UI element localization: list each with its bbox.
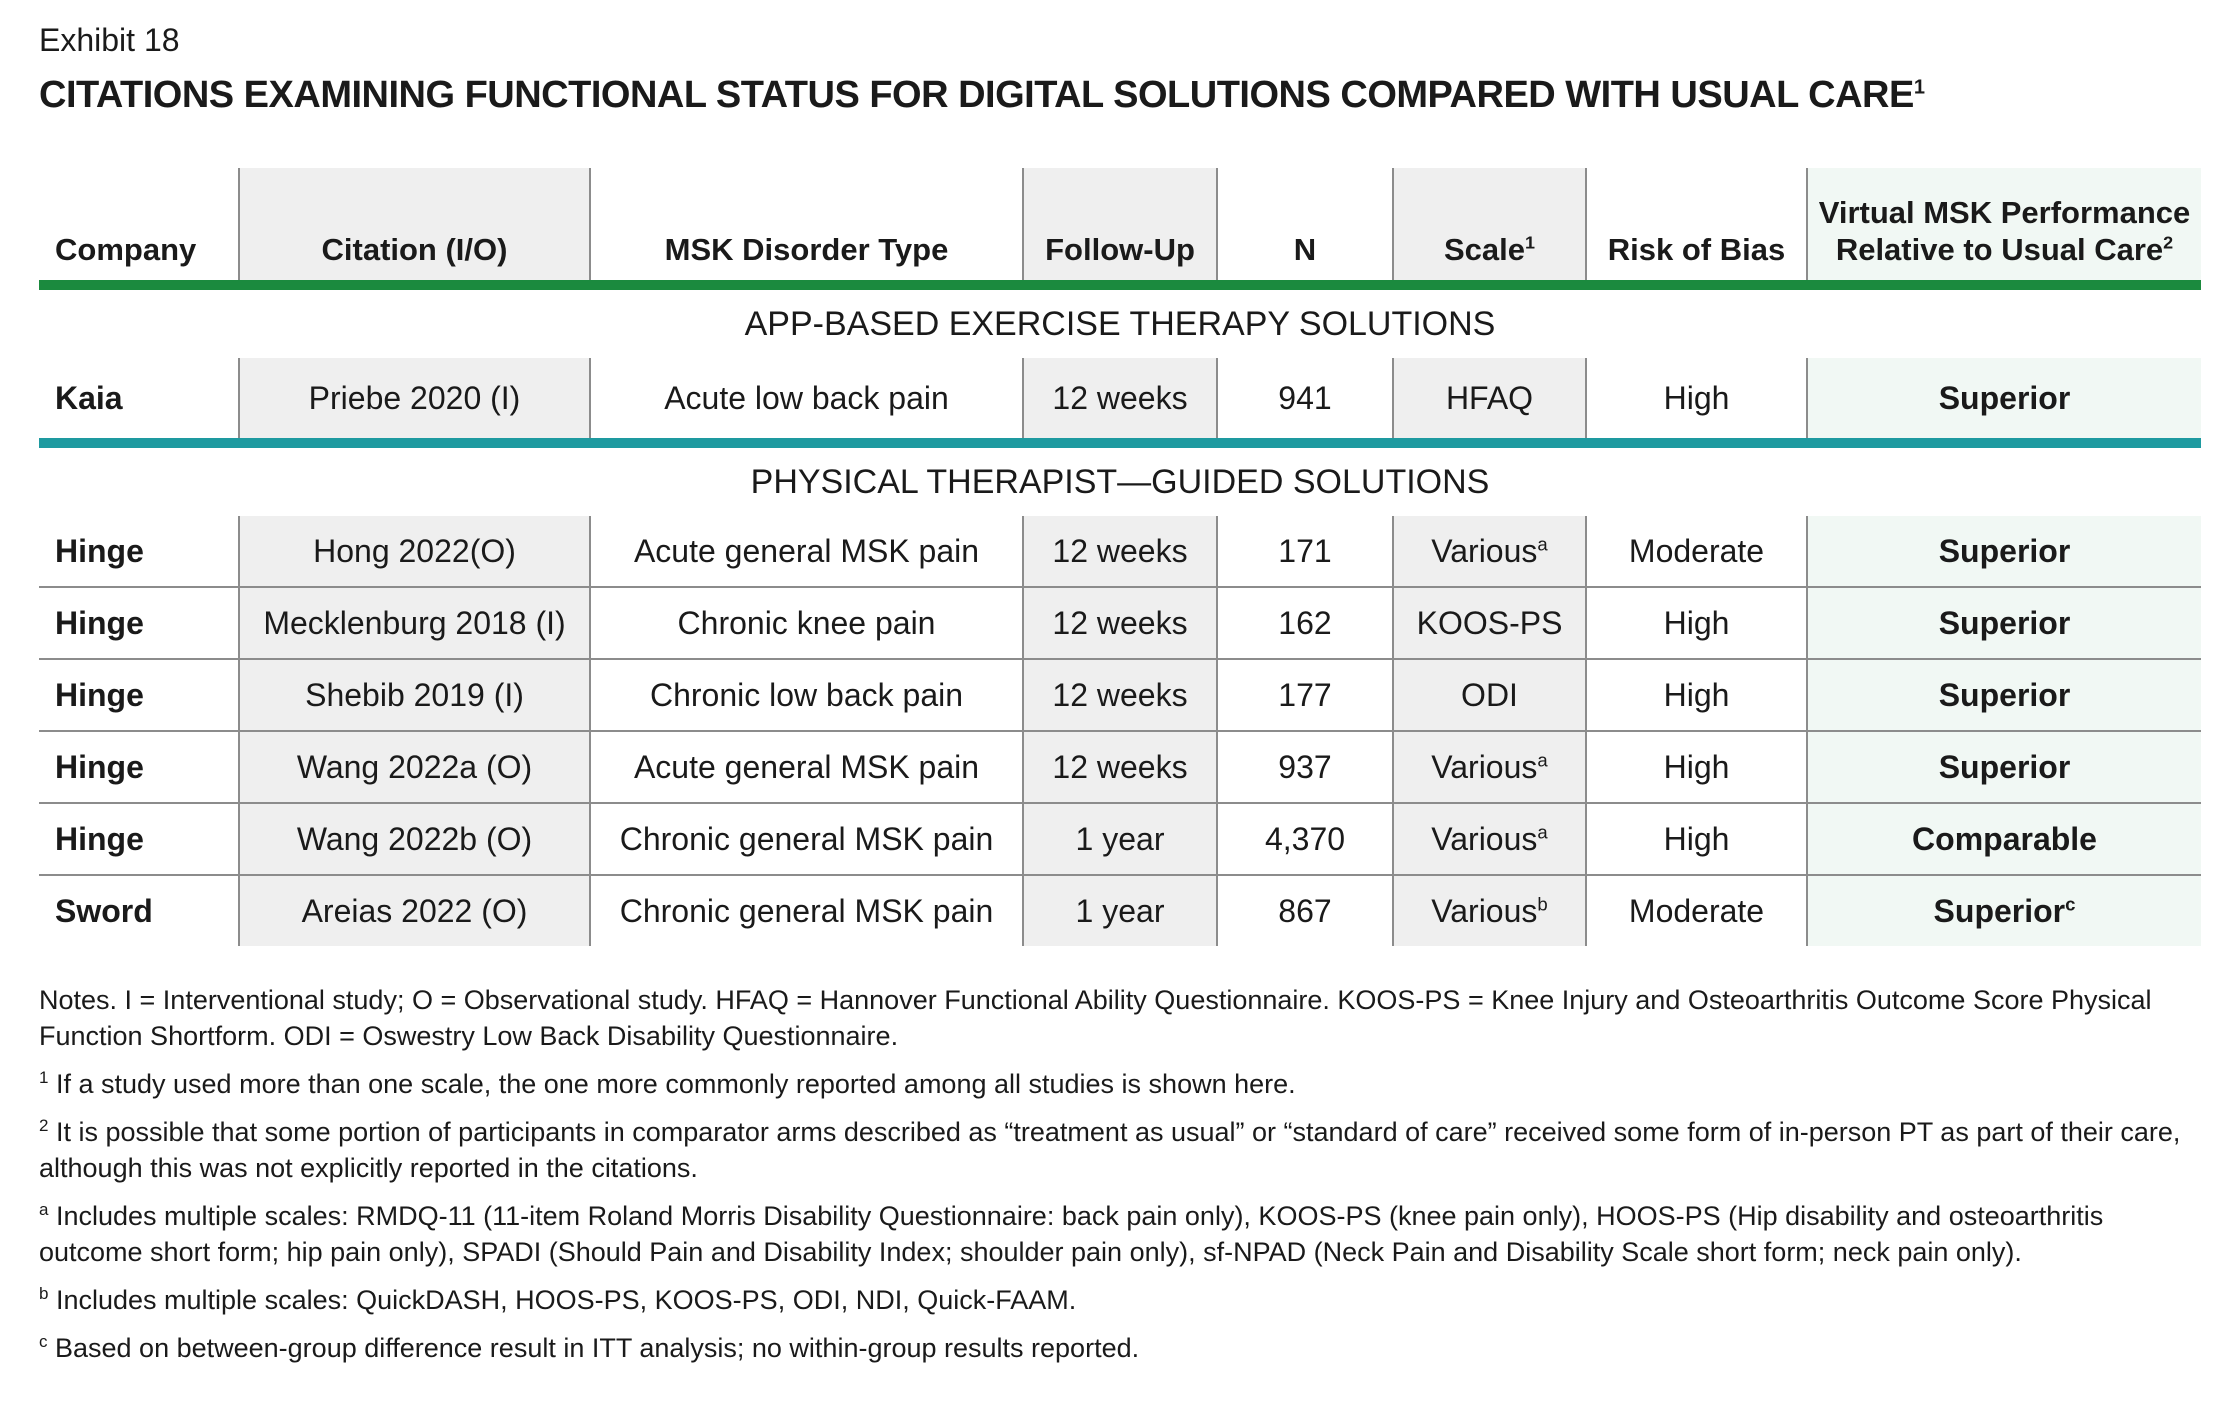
table-row — [39, 358, 2201, 443]
cell-performance — [1807, 875, 2201, 946]
cell-scale — [1393, 516, 1586, 587]
cell-performance — [1807, 803, 2201, 875]
cell-disorder: Acute low back pain — [590, 358, 1023, 443]
header-disorder: MSK Disorder Type — [590, 168, 1023, 285]
cell-bias: High — [1586, 358, 1807, 443]
cell-followup: 12 weeks — [1023, 731, 1217, 803]
section-title-app: APP-BASED EXERCISE THERAPY SOLUTIONS — [744, 304, 1496, 343]
footnote-b-text: Includes multiple scales: QuickDASH, HOOS-PS, KOOS-PS, ODI, NDI, Quick-FAAM. — [48, 1285, 1077, 1315]
footnote-1-text: If a study used more than one scale, the one more commonly reported among all studies is shown here. — [48, 1069, 1296, 1099]
cell-performance-text: Comparable — [1912, 820, 2097, 857]
footnote-1-mark: 1 — [39, 1068, 49, 1087]
cell-scale — [1393, 803, 1586, 875]
cell-performance-text: Superior — [1938, 676, 2071, 713]
cell-performance — [1807, 516, 2201, 587]
cell-n: 171 — [1217, 516, 1393, 587]
cell-disorder: Acute general MSK pain — [590, 731, 1023, 803]
header-scale-text: Scale — [1443, 232, 1525, 267]
cell-performance — [1807, 358, 2201, 443]
cell-performance-mark: c — [2065, 892, 2076, 914]
notes-main: Notes. I = Interventional study; O = Observational study. HFAQ = Hannover Functional Ability Questionnaire. KOOS-PS = Knee Injury and Osteoarthritis Outcome Score Physical Function Shortform. ODI = Oswestry Low Back Disability Questionnaire. — [39, 985, 2152, 1051]
section-title-pt: PHYSICAL THERAPIST—GUIDED SOLUTIONS — [750, 462, 1490, 501]
cell-followup: 12 weeks — [1023, 516, 1217, 587]
table-row — [39, 875, 2201, 946]
header-scale-mark: 1 — [1525, 232, 1535, 253]
footnote-c — [39, 1330, 2209, 1366]
cell-disorder: Chronic general MSK pain — [590, 875, 1023, 946]
cell-bias: High — [1586, 731, 1807, 803]
cell-disorder: Chronic low back pain — [590, 659, 1023, 731]
footnote-b — [39, 1282, 2209, 1318]
cell-bias: Moderate — [1586, 516, 1807, 587]
cell-scale-text: Various — [1431, 748, 1538, 785]
cell-n: 4,370 — [1217, 803, 1393, 875]
exhibit-label: Exhibit 18 — [39, 22, 180, 58]
header-scale — [1393, 168, 1586, 285]
cell-bias: High — [1586, 803, 1807, 875]
cell-performance-text: Superior — [1933, 892, 2066, 929]
cell-followup: 12 weeks — [1023, 587, 1217, 659]
cell-scale-text: KOOS-PS — [1416, 604, 1563, 641]
cell-followup: 1 year — [1023, 803, 1217, 875]
footnote-a-mark: a — [39, 1200, 49, 1219]
cell-scale — [1393, 659, 1586, 731]
cell-n: 162 — [1217, 587, 1393, 659]
cell-scale-text: Various — [1431, 820, 1538, 857]
cell-citation: Shebib 2019 (I) — [239, 659, 590, 731]
cell-scale-mark: a — [1537, 748, 1548, 770]
section-row-pt — [39, 443, 2201, 516]
table-header-row — [39, 168, 2201, 285]
title-footnote-mark: 1 — [1913, 76, 1925, 99]
section-row-app — [39, 285, 2201, 358]
header-followup: Follow-Up — [1023, 168, 1217, 285]
cell-bias: High — [1586, 587, 1807, 659]
footnote-1 — [39, 1066, 2209, 1102]
footnote-2-text: It is possible that some portion of participants in comparator arms described as “treatment as usual” or “standard of care” received some form of in-person PT as part of their care, although this was not explicitly reported in the citations. — [39, 1117, 2181, 1183]
cell-performance — [1807, 731, 2201, 803]
table-row — [39, 731, 2201, 803]
footnote-b-mark: b — [39, 1284, 49, 1303]
header-n: N — [1217, 168, 1393, 285]
cell-scale-mark: a — [1537, 532, 1548, 554]
table-row — [39, 516, 2201, 587]
header-performance-mark: 2 — [2163, 232, 2174, 253]
notes-section — [39, 982, 2209, 1378]
cell-followup: 12 weeks — [1023, 659, 1217, 731]
cell-n: 941 — [1217, 358, 1393, 443]
cell-citation: Mecklenburg 2018 (I) — [239, 587, 590, 659]
cell-n: 177 — [1217, 659, 1393, 731]
cell-scale-text: Various — [1431, 532, 1538, 569]
header-performance-line1: Virtual MSK Performance — [1818, 195, 2191, 230]
cell-n: 867 — [1217, 875, 1393, 946]
header-citation: Citation (I/O) — [239, 168, 590, 285]
cell-n: 937 — [1217, 731, 1393, 803]
cell-company: Hinge — [39, 731, 239, 803]
cell-citation: Priebe 2020 (I) — [239, 358, 590, 443]
cell-followup: 12 weeks — [1023, 358, 1217, 443]
cell-performance-text: Superior — [1938, 604, 2071, 641]
cell-company: Kaia — [39, 358, 239, 443]
cell-scale — [1393, 731, 1586, 803]
cell-performance — [1807, 587, 2201, 659]
header-performance — [1807, 168, 2201, 285]
cell-citation: Areias 2022 (O) — [239, 875, 590, 946]
cell-performance-text: Superior — [1938, 532, 2071, 569]
cell-citation: Wang 2022a (O) — [239, 731, 590, 803]
cell-scale-text: HFAQ — [1445, 379, 1534, 416]
cell-scale-mark: b — [1537, 892, 1548, 914]
cell-scale — [1393, 587, 1586, 659]
footnote-2-mark: 2 — [39, 1116, 49, 1135]
header-bias: Risk of Bias — [1586, 168, 1807, 285]
cell-performance-text: Superior — [1938, 379, 2071, 416]
cell-company: Hinge — [39, 587, 239, 659]
cell-scale — [1393, 358, 1586, 443]
header-performance-line2: Relative to Usual Care — [1835, 232, 2164, 267]
cell-scale-text: Various — [1431, 892, 1538, 929]
table-row — [39, 587, 2201, 659]
footnote-a-text: Includes multiple scales: RMDQ-11 (11-item Roland Morris Disability Questionnaire: back pain only), KOOS-PS (knee pain only), HOOS-PS (Hip disability and osteoarthritis outcome short form; hip pain only), SPADI (Should Pain and Disability Index; shoulder pain only), sf-NPAD (Neck Pain and Disability Scale short form; neck pain only). — [39, 1201, 2104, 1267]
cell-disorder: Chronic knee pain — [590, 587, 1023, 659]
cell-bias: High — [1586, 659, 1807, 731]
cell-citation: Hong 2022(O) — [239, 516, 590, 587]
citations-table — [39, 168, 2201, 946]
cell-citation: Wang 2022b (O) — [239, 803, 590, 875]
header-company: Company — [39, 168, 239, 285]
page-title — [39, 74, 1924, 117]
table-row — [39, 659, 2201, 731]
cell-company: Hinge — [39, 516, 239, 587]
cell-scale-text: ODI — [1461, 676, 1518, 713]
footnote-a — [39, 1198, 2209, 1270]
footnote-c-text: Based on between-group difference result in ITT analysis; no within-group results reported. — [47, 1333, 1140, 1363]
cell-bias: Moderate — [1586, 875, 1807, 946]
cell-scale-mark: a — [1537, 820, 1548, 842]
cell-performance-text: Superior — [1938, 748, 2071, 785]
cell-company: Hinge — [39, 659, 239, 731]
cell-company: Hinge — [39, 803, 239, 875]
cell-performance — [1807, 659, 2201, 731]
footnote-2 — [39, 1114, 2209, 1186]
footnote-c-mark: c — [39, 1332, 48, 1351]
cell-followup: 1 year — [1023, 875, 1217, 946]
cell-scale — [1393, 875, 1586, 946]
cell-disorder: Acute general MSK pain — [590, 516, 1023, 587]
title-text: CITATIONS EXAMINING FUNCTIONAL STATUS FOR DIGITAL SOLUTIONS COMPARED WITH USUAL CARE — [39, 74, 1914, 116]
table-row — [39, 803, 2201, 875]
cell-disorder: Chronic general MSK pain — [590, 803, 1023, 875]
cell-company: Sword — [55, 892, 153, 929]
